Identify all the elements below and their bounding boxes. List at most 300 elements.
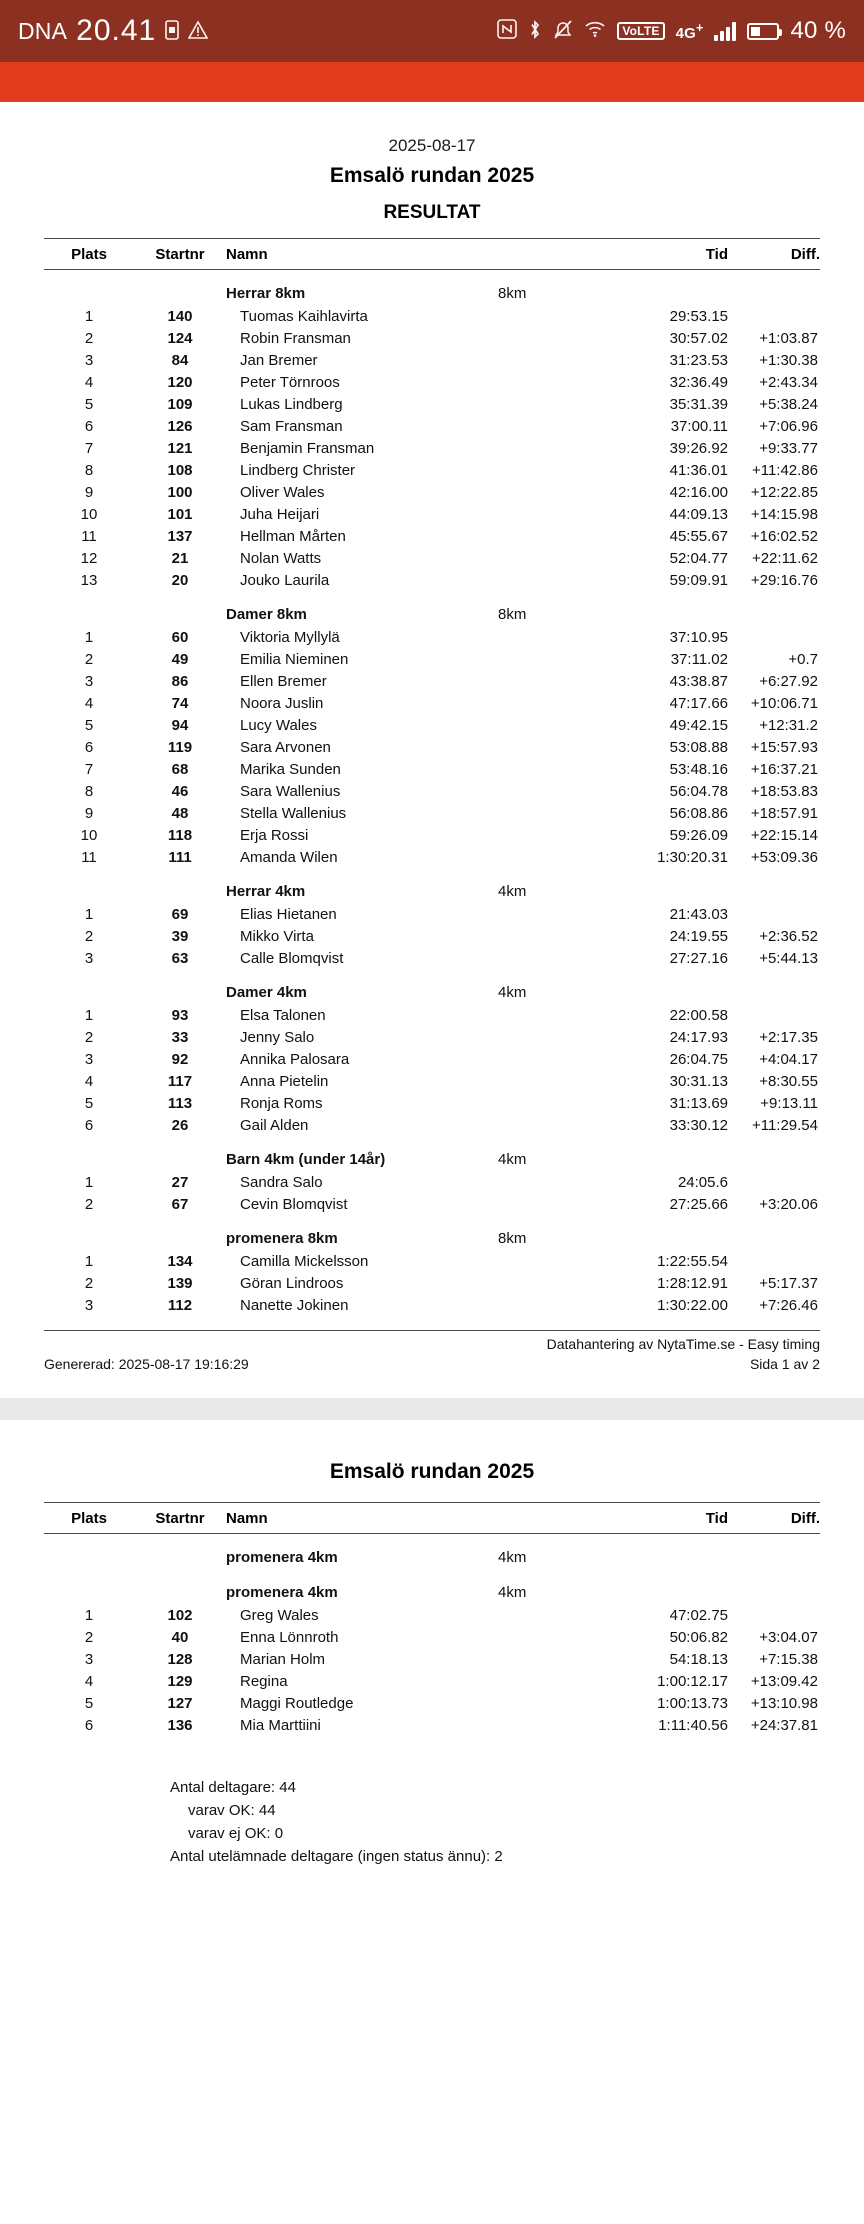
column-header-namn: Namn [226, 1503, 498, 1534]
cell-namn: Ronja Roms [240, 1094, 323, 1112]
group-name: promenera 8km [226, 1230, 338, 1247]
cell-diff: +18:53.83 [750, 782, 818, 800]
cell-distance [498, 459, 618, 481]
cell-namn: Camilla Mickelsson [240, 1252, 369, 1270]
cell-plats: 5 [84, 1694, 94, 1712]
cell-tid: 24:05.6 [677, 1173, 728, 1191]
group-spacer [44, 1215, 134, 1250]
cell-startnr: 124 [167, 329, 193, 347]
table-row [44, 1294, 820, 1316]
group-spacer [728, 1534, 820, 1570]
cell-namn: Jouko Laurila [240, 571, 330, 589]
cell-namn: Elsa Talonen [240, 1006, 326, 1024]
cell-distance [498, 714, 618, 736]
table-row [44, 714, 820, 736]
group-distance: 4km [498, 1549, 527, 1566]
cell-plats: 6 [84, 417, 94, 435]
group-spacer [728, 591, 820, 626]
group-spacer [618, 969, 728, 1004]
group-spacer [618, 1569, 728, 1604]
results-table-header [44, 239, 820, 270]
cell-tid: 24:19.55 [669, 927, 728, 945]
table-row [44, 1692, 820, 1714]
cell-diff: +29:16.76 [750, 571, 818, 589]
cell-plats: 4 [84, 1672, 94, 1690]
cell-startnr: 39 [171, 927, 189, 945]
cell-tid: 52:04.77 [669, 549, 728, 567]
table-row [44, 670, 820, 692]
bluetooth-icon [528, 19, 542, 44]
page1-generated-label: Genererad: 2025-08-17 19:16:29 [44, 1356, 249, 1372]
cell-diff: +10:06.71 [750, 694, 818, 712]
cell-diff [728, 1604, 820, 1626]
cell-plats: 8 [84, 782, 94, 800]
cell-distance [498, 547, 618, 569]
table-row [44, 371, 820, 393]
cell-diff: +11:42.86 [751, 461, 818, 479]
table-row [44, 327, 820, 349]
cell-namn: Erja Rossi [240, 826, 309, 844]
cell-distance [498, 1692, 618, 1714]
cell-startnr: 63 [171, 949, 189, 967]
cell-distance [498, 1626, 618, 1648]
cell-tid: 1:30:20.31 [657, 848, 728, 866]
cell-diff: +7:06.96 [759, 417, 818, 435]
status-bar [0, 0, 864, 62]
cell-diff [728, 626, 820, 648]
group-spacer [134, 1136, 226, 1171]
table-row [44, 415, 820, 437]
document-title: Emsalö rundan 2025 [329, 164, 535, 187]
cell-distance [498, 327, 618, 349]
group-distance: 4km [498, 883, 527, 900]
group-spacer [44, 1534, 134, 1570]
cell-startnr: 134 [167, 1252, 193, 1270]
cell-plats: 6 [84, 1116, 94, 1134]
cell-tid: 26:04.75 [669, 1050, 728, 1068]
cell-diff: +4:04.17 [759, 1050, 818, 1068]
cell-startnr: 118 [167, 826, 193, 844]
column-header-diff: Diff. [728, 1503, 820, 1534]
cell-startnr: 127 [167, 1694, 193, 1712]
cell-plats: 11 [81, 527, 97, 545]
cell-startnr: 113 [167, 1094, 193, 1112]
cell-diff: +53:09.36 [750, 848, 818, 866]
cell-startnr: 27 [171, 1173, 189, 1191]
group-header-row [44, 1569, 820, 1604]
table-row [44, 393, 820, 415]
cell-diff: +2:43.34 [759, 373, 818, 391]
cell-distance [498, 846, 618, 868]
cell-distance [498, 393, 618, 415]
table-row [44, 1114, 820, 1136]
cell-tid: 56:08.86 [669, 804, 728, 822]
table-row [44, 846, 820, 868]
cell-namn: Lukas Lindberg [240, 395, 343, 413]
table-row [44, 481, 820, 503]
table-row [44, 1070, 820, 1092]
cell-distance [498, 802, 618, 824]
cell-plats: 5 [84, 716, 94, 734]
group-name: Damer 4km [226, 984, 307, 1001]
cell-namn: Calle Blomqvist [240, 949, 344, 967]
cell-plats: 3 [84, 1650, 94, 1668]
cell-diff [728, 1004, 820, 1026]
column-header-distance [498, 239, 618, 270]
cell-diff [728, 903, 820, 925]
cell-namn: Emilia Nieminen [240, 650, 349, 668]
cell-startnr: 84 [171, 351, 189, 369]
cell-distance [498, 824, 618, 846]
cell-startnr: 40 [171, 1628, 189, 1646]
group-spacer [618, 1215, 728, 1250]
group-spacer [618, 591, 728, 626]
cell-distance [498, 1670, 618, 1692]
cell-diff: +6:27.92 [759, 672, 818, 690]
group-spacer [728, 1215, 820, 1250]
cell-tid: 29:53.15 [669, 307, 728, 325]
results-table-page-1 [44, 238, 820, 1316]
cell-distance [498, 1092, 618, 1114]
cell-distance [498, 925, 618, 947]
cell-startnr: 49 [171, 650, 189, 668]
cell-tid: 45:55.67 [669, 527, 728, 545]
cell-distance [498, 692, 618, 714]
cell-distance [498, 1070, 618, 1092]
cell-startnr: 136 [167, 1716, 193, 1734]
cell-plats: 7 [84, 760, 94, 778]
table-row [44, 1604, 820, 1626]
table-row [44, 692, 820, 714]
cell-plats: 1 [84, 1252, 94, 1270]
cell-distance [498, 569, 618, 591]
group-header-row [44, 1215, 820, 1250]
cell-startnr: 119 [167, 738, 193, 756]
cell-distance [498, 525, 618, 547]
cell-namn: Cevin Blomqvist [240, 1195, 348, 1213]
cell-plats: 4 [84, 1072, 94, 1090]
cell-plats: 6 [84, 1716, 94, 1734]
cell-distance [498, 1026, 618, 1048]
cell-diff: +15:57.93 [750, 738, 818, 756]
group-spacer [134, 270, 226, 306]
cell-distance [498, 1272, 618, 1294]
table-row [44, 569, 820, 591]
cell-distance [498, 758, 618, 780]
group-spacer [134, 1215, 226, 1250]
cell-startnr: 93 [171, 1006, 189, 1024]
cell-tid: 1:00:13.73 [657, 1694, 728, 1712]
cell-startnr: 100 [167, 483, 193, 501]
cell-namn: Sam Fransman [240, 417, 343, 435]
cell-diff: +1:30.38 [759, 351, 818, 369]
cell-plats: 8 [84, 461, 94, 479]
cell-namn: Göran Lindroos [240, 1274, 344, 1292]
cell-namn: Oliver Wales [240, 483, 325, 501]
nfc-icon [497, 19, 517, 43]
cell-distance [498, 1004, 618, 1026]
cell-tid: 47:17.66 [669, 694, 728, 712]
page1-data-provider: Datahantering av NytaTime.se - Easy timing [546, 1336, 820, 1352]
cell-distance [498, 1648, 618, 1670]
group-distance: 4km [498, 1584, 527, 1601]
group-spacer [134, 591, 226, 626]
cell-startnr: 126 [167, 417, 193, 435]
cell-tid: 41:36.01 [669, 461, 728, 479]
summary-line: Antal utelämnade deltagare (ingen status ännu): 2 [170, 1848, 503, 1865]
status-bar-left [18, 14, 208, 48]
cell-startnr: 112 [167, 1296, 193, 1314]
cell-diff: +5:17.37 [759, 1274, 818, 1292]
cell-diff: +22:11.62 [751, 549, 818, 567]
cell-diff: +12:22.85 [750, 483, 818, 501]
cell-tid: 59:26.09 [669, 826, 728, 844]
battery-icon [747, 23, 779, 40]
cell-plats: 2 [84, 329, 94, 347]
cell-distance [498, 626, 618, 648]
cell-tid: 35:31.39 [669, 395, 728, 413]
cell-tid: 33:30.12 [669, 1116, 728, 1134]
cell-namn: Sandra Salo [240, 1173, 323, 1191]
group-spacer [134, 868, 226, 903]
table-row [44, 437, 820, 459]
cell-plats: 2 [84, 927, 94, 945]
cell-tid: 39:26.92 [669, 439, 728, 457]
table-row [44, 1004, 820, 1026]
cell-plats: 1 [84, 307, 94, 325]
cell-tid: 53:48.16 [669, 760, 728, 778]
cell-diff: +14:15.98 [750, 505, 818, 523]
page-bottom-area [0, 1894, 864, 2224]
summary-line: varav OK: 44 [188, 1802, 276, 1819]
cell-tid: 31:13.69 [669, 1094, 728, 1112]
group-name: Herrar 8km [226, 285, 306, 302]
group-name: promenera 4km [226, 1549, 338, 1566]
cell-tid: 54:18.13 [669, 1650, 728, 1668]
table-row [44, 925, 820, 947]
cell-tid: 42:16.00 [669, 483, 728, 501]
cell-namn: Greg Wales [240, 1606, 319, 1624]
cell-namn: Marian Holm [240, 1650, 326, 1668]
cell-namn: Noora Juslin [240, 694, 324, 712]
cell-namn: Gail Alden [240, 1116, 309, 1134]
group-spacer [728, 868, 820, 903]
cell-namn: Nolan Watts [240, 549, 322, 567]
cell-tid: 1:28:12.91 [657, 1274, 728, 1292]
cell-plats: 5 [84, 395, 94, 413]
cell-tid: 31:23.53 [669, 351, 728, 369]
cell-plats: 3 [84, 1296, 94, 1314]
network-type-text: 4G [675, 24, 696, 42]
table-row [44, 1026, 820, 1048]
cell-diff: +16:02.52 [750, 527, 818, 545]
table-row [44, 626, 820, 648]
cell-diff: +8:30.55 [759, 1072, 818, 1090]
cell-namn: Nanette Jokinen [240, 1296, 349, 1314]
group-name: Herrar 4km [226, 883, 306, 900]
cell-plats: 4 [84, 373, 94, 391]
group-distance: 8km [498, 285, 527, 302]
cell-namn: Regina [240, 1672, 288, 1690]
results-table-body [44, 1534, 820, 1737]
cell-diff: +2:17.35 [759, 1028, 818, 1046]
cell-tid: 21:43.03 [669, 905, 728, 923]
cell-namn: Hellman Mårten [240, 527, 346, 545]
cell-plats: 3 [84, 351, 94, 369]
cell-tid: 22:00.58 [669, 1006, 728, 1024]
cell-startnr: 20 [171, 571, 189, 589]
cell-distance [498, 1714, 618, 1736]
group-header-row [44, 969, 820, 1004]
column-header-tid: Tid [618, 239, 728, 270]
cell-namn: Peter Törnroos [240, 373, 340, 391]
page2-title: Emsalö rundan 2025 [329, 1460, 535, 1483]
group-name: Barn 4km (under 14år) [226, 1151, 386, 1168]
wifi-icon [584, 20, 606, 42]
cell-tid: 24:17.93 [669, 1028, 728, 1046]
table-row [44, 503, 820, 525]
document-subtitle: RESULTAT [383, 202, 481, 223]
cell-diff: +1:03.87 [759, 329, 818, 347]
carrier-label: DNA [18, 17, 68, 44]
table-row [44, 459, 820, 481]
cell-tid: 1:11:40.56 [658, 1716, 728, 1734]
cell-namn: Viktoria Myllylä [240, 628, 340, 646]
cell-namn: Amanda Wilen [240, 848, 338, 866]
results-table-header-2 [44, 1503, 820, 1534]
group-header-row [44, 1534, 820, 1570]
table-header-row [44, 239, 820, 270]
table-row [44, 802, 820, 824]
cell-startnr: 137 [167, 527, 193, 545]
group-spacer [618, 868, 728, 903]
column-header-distance [498, 1503, 618, 1534]
column-header-diff: Diff. [728, 239, 820, 270]
cell-plats: 1 [84, 905, 94, 923]
cell-tid: 44:09.13 [669, 505, 728, 523]
cell-startnr: 94 [171, 716, 189, 734]
cell-startnr: 21 [171, 549, 189, 567]
cell-plats: 2 [84, 1628, 94, 1646]
group-spacer [728, 270, 820, 306]
cell-plats: 1 [84, 628, 94, 646]
cell-diff [728, 1171, 820, 1193]
cell-distance [498, 415, 618, 437]
cell-diff: +18:57.91 [750, 804, 818, 822]
column-header-tid: Tid [618, 1503, 728, 1534]
cell-plats: 13 [80, 571, 98, 589]
cell-plats: 1 [84, 1173, 94, 1191]
volte-badge: VoLTE [617, 22, 664, 40]
table-row [44, 947, 820, 969]
cell-diff: +16:37.21 [750, 760, 818, 778]
cell-plats: 4 [84, 694, 94, 712]
group-spacer [44, 868, 134, 903]
document-date: 2025-08-17 [388, 136, 476, 155]
cell-diff: +5:44.13 [759, 949, 818, 967]
cell-distance [498, 481, 618, 503]
cell-distance [498, 1048, 618, 1070]
results-table-page-2 [44, 1502, 820, 1736]
cell-diff [728, 1250, 820, 1272]
cell-startnr: 140 [167, 307, 193, 325]
cell-plats: 1 [84, 1606, 94, 1624]
cell-namn: Maggi Routledge [240, 1694, 354, 1712]
cell-distance [498, 648, 618, 670]
cell-plats: 5 [84, 1094, 94, 1112]
table-row [44, 1648, 820, 1670]
cell-namn: Benjamin Fransman [240, 439, 375, 457]
cell-tid: 43:38.87 [669, 672, 728, 690]
cell-namn: Juha Heijari [240, 505, 320, 523]
cell-tid: 37:11.02 [670, 650, 728, 668]
cell-diff: +5:38.24 [759, 395, 818, 413]
cell-plats: 1 [84, 1006, 94, 1024]
cell-startnr: 129 [167, 1672, 193, 1690]
cell-diff: +3:20.06 [759, 1195, 818, 1213]
document-page-1 [0, 102, 864, 1398]
cell-tid: 53:08.88 [669, 738, 728, 756]
table-row [44, 758, 820, 780]
cell-namn: Sara Wallenius [240, 782, 341, 800]
cell-diff: +7:15.38 [759, 1650, 818, 1668]
group-spacer [44, 969, 134, 1004]
cell-plats: 10 [80, 826, 98, 844]
group-spacer [728, 969, 820, 1004]
cell-distance [498, 1193, 618, 1215]
table-row [44, 547, 820, 569]
cell-diff: +9:33.77 [759, 439, 818, 457]
cell-diff: +0.7 [788, 650, 818, 668]
cell-startnr: 68 [171, 760, 189, 778]
cell-startnr: 128 [167, 1650, 193, 1668]
cell-plats: 2 [84, 1274, 94, 1292]
cell-startnr: 111 [168, 848, 192, 866]
cell-startnr: 139 [167, 1274, 193, 1292]
cell-distance [498, 1250, 618, 1272]
summary-line: varav ej OK: 0 [188, 1825, 284, 1842]
group-header-row [44, 868, 820, 903]
cell-distance [498, 1604, 618, 1626]
cell-startnr: 101 [167, 505, 193, 523]
table-row [44, 1250, 820, 1272]
mute-icon [553, 19, 573, 44]
cell-tid: 1:22:55.54 [657, 1252, 728, 1270]
table-row [44, 305, 820, 327]
cell-diff: +24:37.81 [750, 1716, 818, 1734]
table-row [44, 1048, 820, 1070]
cell-startnr: 74 [171, 694, 189, 712]
table-row [44, 1272, 820, 1294]
group-spacer [728, 1136, 820, 1171]
cell-distance [498, 349, 618, 371]
cell-distance [498, 780, 618, 802]
cell-diff: +2:36.52 [759, 927, 818, 945]
cell-tid: 30:57.02 [669, 329, 728, 347]
table-row [44, 903, 820, 925]
group-spacer [618, 1534, 728, 1570]
cell-tid: 1:00:12.17 [657, 1672, 728, 1690]
cell-diff [728, 305, 820, 327]
cell-distance [498, 437, 618, 459]
signal-bars-icon [714, 21, 736, 41]
cell-namn: Robin Fransman [240, 329, 351, 347]
table-row [44, 349, 820, 371]
cell-startnr: 92 [171, 1050, 189, 1068]
cell-diff: +3:04.07 [759, 1628, 818, 1646]
cell-distance [498, 1171, 618, 1193]
group-spacer [44, 1569, 134, 1604]
